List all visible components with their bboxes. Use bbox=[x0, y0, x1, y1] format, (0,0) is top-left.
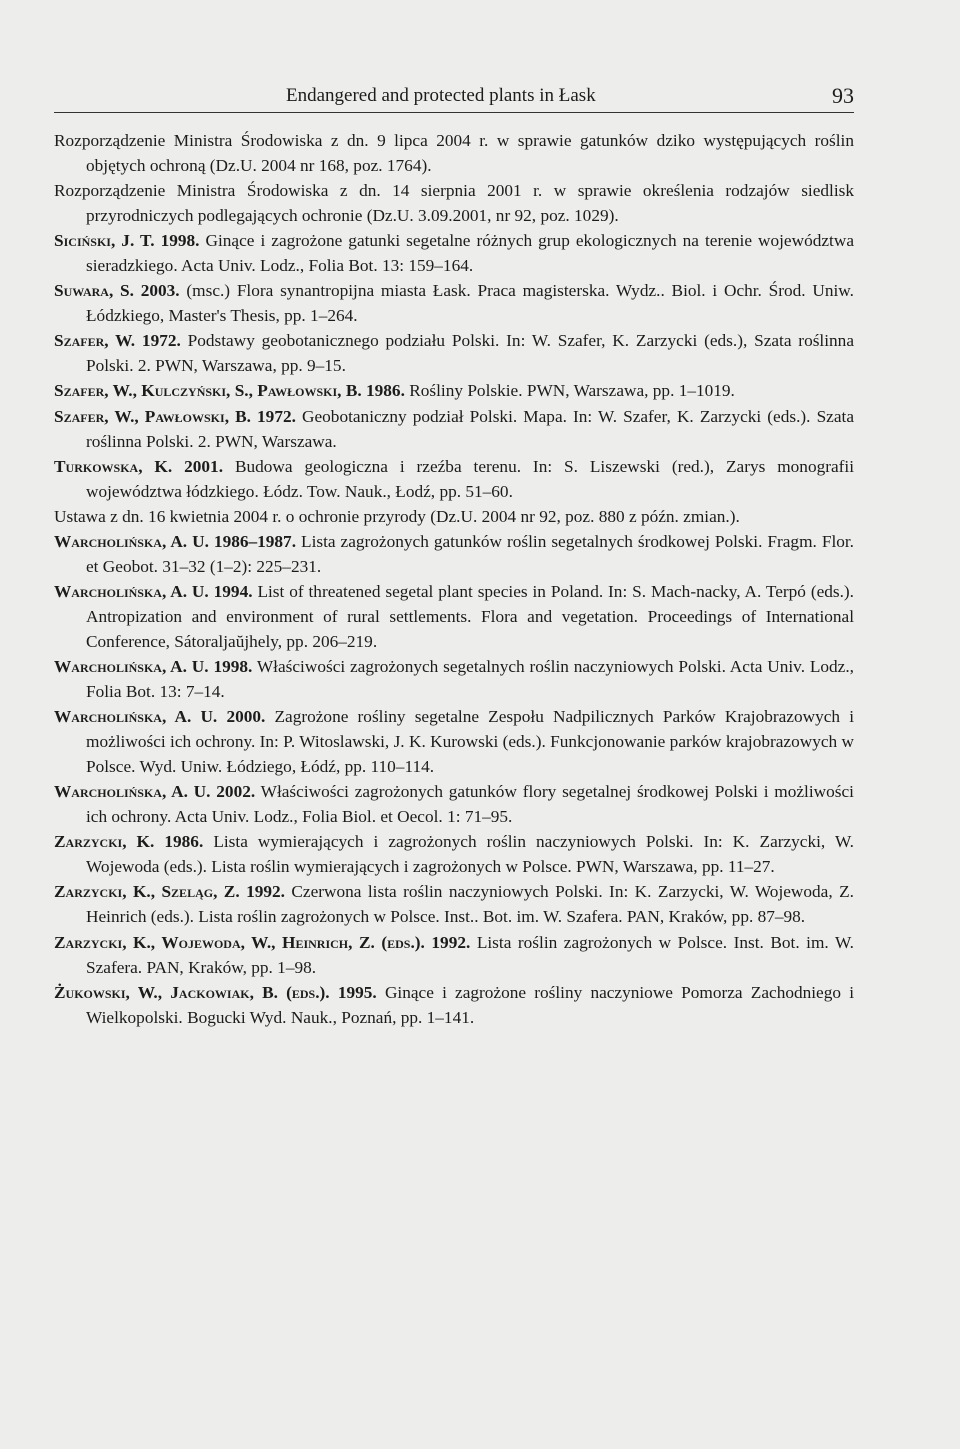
reference-text: Lista wymierających i zagrożonych roślin naczyniowych Polski. In: K. Zarzycki, W. Wojewoda (eds.). Lista roślin wymierających i zagrożonych w Polsce. PWN, Warszawa, pp. 11–27. bbox=[86, 832, 855, 877]
reference-year: 1992. bbox=[246, 882, 285, 902]
reference-authors: Szafer, W., Pawłowski, B. bbox=[54, 406, 251, 426]
reference-text: Właściwości zagrożonych segetalnych roślin naczyniowych Polski. Acta Univ. Lodz., Folia Bot. 13: 7–14. bbox=[86, 656, 854, 702]
reference-year: 1995. bbox=[337, 982, 377, 1002]
reference-year: 2000. bbox=[226, 707, 266, 727]
reference-year: 1998. bbox=[213, 656, 253, 676]
reference-authors: Turkowska, K. bbox=[54, 456, 173, 476]
reference-authors: Warcholińska, A. U. bbox=[54, 707, 218, 727]
reference-year: 1986. bbox=[164, 832, 204, 852]
reference-text: Zagrożone rośliny segetalne Zespołu Nadpilicznych Parków Krajobrazowych i możliwości ich ochrony. In: P. Witoslawski, J. K. Kurowski (eds.). Funkcjonowanie parków krajobrazowych w Polsce. Wyd. Uniw. Łódziego, Łódź, pp. 110–114. bbox=[86, 707, 855, 777]
reference-authors: Warcholińska, A. U. bbox=[54, 782, 211, 802]
reference-entry bbox=[54, 128, 854, 178]
reference-entry bbox=[54, 504, 854, 529]
reference-year: 1994. bbox=[213, 581, 253, 601]
reference-entry bbox=[54, 278, 854, 328]
reference-entry bbox=[54, 829, 854, 879]
reference-entry bbox=[54, 704, 854, 779]
reference-entry bbox=[54, 228, 854, 278]
reference-authors: Zarzycki, K. bbox=[54, 832, 155, 852]
reference-text: Geobotaniczny podział Polski. Mapa. In: W. Szafer, K. Zarzycki (eds.). Szata roślinna Polski. 2. PWN, Warszawa. bbox=[86, 406, 854, 451]
reference-authors: Szafer, W. bbox=[54, 331, 136, 351]
reference-text: Rozporządzenie Ministra Środowiska z dn. 9 lipca 2004 r. w sprawie gatunków dziko występujących roślin objętych ochroną (Dz.U. 2004 nr 168, poz. 1764). bbox=[54, 131, 854, 176]
reference-year: 1986. bbox=[366, 381, 405, 401]
reference-entry bbox=[54, 879, 854, 929]
reference-text: Rośliny Polskie. PWN, Warszawa, pp. 1–1019. bbox=[409, 381, 735, 401]
reference-entry bbox=[54, 378, 854, 403]
reference-text: Ginące i zagrożone gatunki segetalne różnych grup ekologicznych na terenie województwa sieradzkiego. Acta Univ. Lodz., Folia Bot. 13: 159–164. bbox=[86, 231, 854, 276]
running-title: Endangered and protected plants in Łask bbox=[286, 85, 596, 106]
reference-authors: Siciński, J. T. bbox=[54, 231, 155, 251]
reference-text: (msc.) Flora synantropijna miasta Łask. Praca magisterska. Wydz.. Biol. i Ochr. Środ. Uniw. Łódzkiego, Master's Thesis, pp. 1–264. bbox=[86, 281, 854, 326]
reference-text: List of threatened segetal plant species in Poland. In: S. Mach-nacky, A. Terpó (eds.). Antropization and environment of rural settlements. Flora and vegetation. Proceedings of International Conference, Sátoraljaŭjhely, pp. 206–219. bbox=[86, 581, 855, 651]
reference-entry bbox=[54, 454, 854, 504]
reference-entry bbox=[54, 328, 854, 378]
reference-authors: Warcholińska, A. U. bbox=[54, 531, 209, 551]
header-rule bbox=[54, 112, 854, 113]
reference-authors: Warcholińska, A. U. bbox=[54, 581, 209, 601]
reference-text: Czerwona lista roślin naczyniowych Polski. In: K. Zarzycki, W. Wojewoda, Z. Heinrich (eds.). Lista roślin zagrożonych w Polsce. Inst.. Bot. im. W. Szafera. PAN, Kraków, pp. 87–98. bbox=[86, 882, 854, 927]
page-number: 93 bbox=[832, 83, 854, 108]
reference-text: Lista roślin zagrożonych w Polsce. Inst. Bot. im. W. Szafera. PAN, Kraków, pp. 1–98. bbox=[86, 932, 854, 977]
reference-entry bbox=[54, 178, 854, 228]
reference-authors: Zarzycki, K., Szeląg, Z. bbox=[54, 882, 240, 902]
reference-authors: Szafer, W., Kulczyński, S., Pawłowski, B. bbox=[54, 381, 362, 401]
reference-authors: Suwara, S. bbox=[54, 281, 134, 301]
reference-text: Budowa geologiczna i rzeźba terenu. In: S. Liszewski (red.), Zarys monografii województwa łódzkiego. Łódz. Tow. Nauk., Łodź, pp. 51–60. bbox=[86, 456, 855, 501]
reference-list bbox=[54, 128, 854, 1030]
reference-authors: Żukowski, W., Jackowiak, B. (eds.). bbox=[54, 982, 330, 1002]
reference-entry bbox=[54, 579, 854, 654]
reference-entry bbox=[54, 654, 854, 704]
reference-text: Rozporządzenie Ministra Środowiska z dn. 14 sierpnia 2001 r. w sprawie określenia rodzajów siedlisk przyrodniczych podlegających ochronie (Dz.U. 3.09.2001, nr 92, poz. 1029). bbox=[54, 181, 854, 226]
reference-year: 1992. bbox=[431, 932, 471, 952]
reference-entry bbox=[54, 980, 854, 1030]
reference-year: 1972. bbox=[257, 406, 296, 426]
reference-authors: Zarzycki, K., Wojewoda, W., Heinrich, Z. (eds.). bbox=[54, 932, 425, 952]
reference-entry bbox=[54, 779, 854, 829]
running-header bbox=[54, 78, 854, 112]
reference-text: Ustawa z dn. 16 kwietnia 2004 r. o ochronie przyrody (Dz.U. 2004 nr 92, poz. 880 z późn. zmian.). bbox=[54, 506, 740, 526]
reference-year: 1972. bbox=[141, 331, 181, 351]
reference-year: 1998. bbox=[160, 231, 200, 251]
reference-text: Ginące i zagrożone rośliny naczyniowe Pomorza Zachodniego i Wielkopolski. Bogucki Wyd. Nauk., Poznań, pp. 1–141. bbox=[86, 982, 855, 1027]
reference-year: 1986–1987. bbox=[213, 531, 297, 551]
reference-entry bbox=[54, 404, 854, 454]
reference-text: Właściwości zagrożonych gatunków flory segetalnej środkowej Polski i możliwości ich ochrony. Acta Univ. Lodz., Folia Biol. et Oecol. 1: 71–95. bbox=[86, 782, 854, 827]
reference-year: 2002. bbox=[216, 782, 256, 802]
reference-entry bbox=[54, 529, 854, 579]
reference-entry bbox=[54, 930, 854, 980]
reference-authors: Warcholińska, A. U. bbox=[54, 656, 209, 676]
reference-text: Podstawy geobotanicznego podziału Polski. In: W. Szafer, K. Zarzycki (eds.), Szata roślinna Polski. 2. PWN, Warszawa, pp. 9–15. bbox=[86, 331, 854, 376]
reference-text: Lista zagrożonych gatunków roślin segetalnych środkowej Polski. Fragm. Flor. et Geobot. 31–32 (1–2): 225–231. bbox=[86, 531, 855, 576]
reference-year: 2003. bbox=[140, 281, 180, 301]
reference-year: 2001. bbox=[184, 456, 224, 476]
